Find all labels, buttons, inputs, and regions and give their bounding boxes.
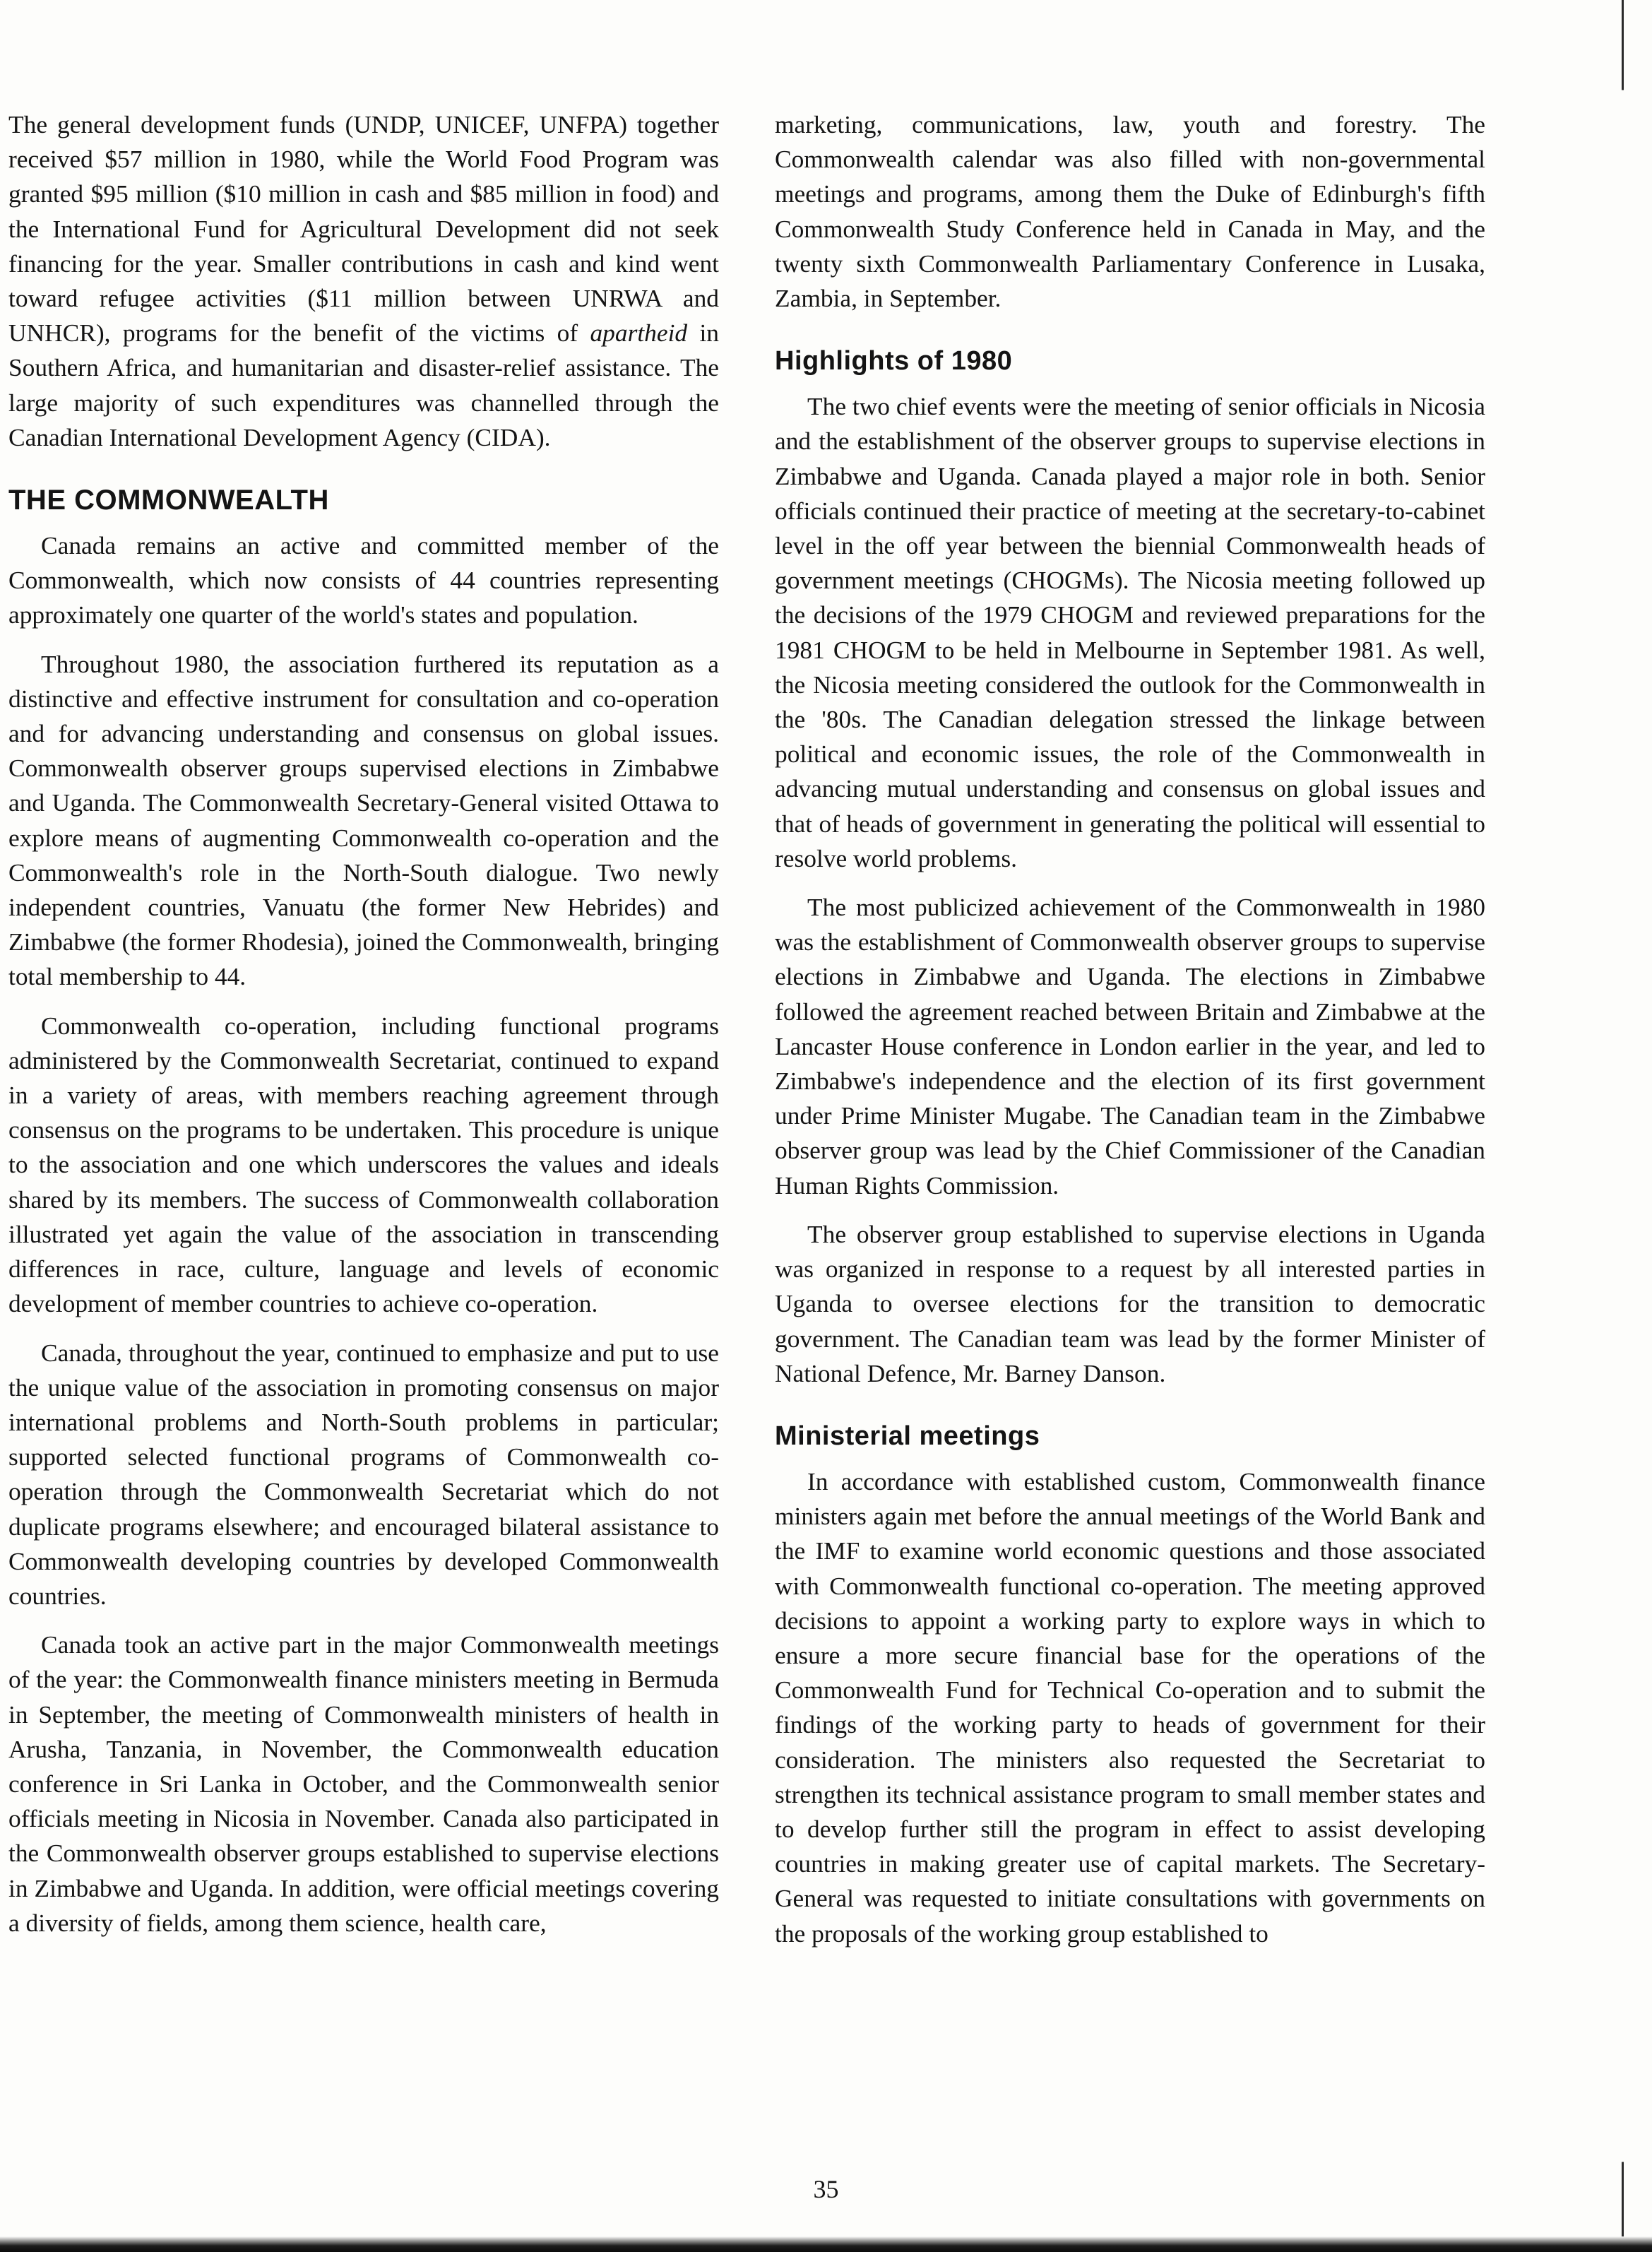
left-column: [8, 107, 719, 1955]
heading-highlights-1980: Highlights of 1980: [775, 346, 1013, 377]
paragraph-canada-emphasize: Canada, throughout the year, continued to emphasize and put to use the unique value of the association in promoting consensus on major international problems and North-South problems in particular; supported selected functional programs of Commonwealth co-operation through the Commonwealth Secretariat which do not duplicate programs elsewhere; and encouraged bilateral assistance to Commonwealth developing countries by developed Commonwealth countries.: [8, 1338, 719, 1610]
paragraph-finance-ministers: In accordance with established custom, Commonwealth finance ministers again met before the annual meetings of the World Bank and the IMF to examine world economic questions and those associated with Commonwealth functional co-operation. The meeting approved decisions to appoint a working party to explore ways in which to ensure a more secure financial base for the operations of the Commonwealth Fund for Technical Co-operation and to submit the findings of the working party to heads of government for their consideration. The ministers also requested the Secretariat to strengthen its technical assistance program to small member states and to develop further still the program in effect to assist developing countries in making greater use of capital markets. The Secretary-General was requested to initiate consultations with governments on the proposals of the working group established to: [775, 1466, 1485, 1948]
paragraph-uganda-observer: The observer group established to supervise elections in Uganda was organized in response to a request by all interested parties in Uganda to oversee elections for the transition to democratic government. The Canadian team was lead by the former Minister of National Defence, Mr. Barney Danson.: [775, 1219, 1485, 1387]
apartheid-italic: apartheid: [590, 319, 688, 348]
paragraph-marketing-continued: marketing, communications, law, youth and forestry. The Commonwealth calendar was also filled with non-governmental meetings and programs, among them the Duke of Edinburgh's fifth Commonwealth Study Conference held in Canada in May, and the twenty sixth Commonwealth Parliamentary Conference in Lusaka, Zambia, in September.: [775, 110, 1485, 313]
paragraph-development-funds: The general development funds (UNDP, UNICEF, UNFPA) together received $57 million in 1980, while the World Food Program was granted $95 million ($10 million in cash and $85 million in food) and the International Fund for Agricultural Development did not seek financing for the year. Smaller contributions in cash and kind went toward refugee activities ($11 million between UNRWA and UNHCR), programs for the benefit of the victims of apartheid in Southern Africa, and humanitarian and disaster-relief assistance. The large majority of such expenditures was channelled through the Canadian International Development Agency (CIDA).: [8, 110, 719, 451]
paragraph-chief-events: The two chief events were the meeting of senior officials in Nicosia and the establishment of the observer groups to supervise elections in Zimbabwe and Uganda. Canada played a major role in both. Senior officials continued their practice of meeting at the secretary-to-cabinet level in the off year between the biennial Commonwealth heads of government meetings (CHOGMs). The Nicosia meeting followed up the decisions of the 1979 CHOGM and reviewed preparations for the 1981 CHOGM to be held in Melbourne in September 1981. As well, the Nicosia meeting considered the outlook for the Commonwealth in the '80s. The Canadian delegation stressed the linkage between political and economic issues, the role of the Commonwealth in advancing mutual understanding and consensus on global issues and that of heads of government in generating the political will essential to resolve world problems.: [775, 392, 1485, 872]
paragraph-throughout-1980: Throughout 1980, the association furthered its reputation as a distinctive and effective instrument for consultation and co-operation and for advancing understanding and consensus on global issues. Commonwealth observer groups supervised elections in Zimbabwe and Uganda. The Commonwealth Secretary-General visited Ottawa to explore means of augmenting Commonwealth co-operation and the Commonwealth's role in the North-South dialogue. Two newly independent countries, Vanuatu (the former New Hebrides) and Zimbabwe (the former Rhodesia), joined the Commonwealth, bringing total membership to 44.: [8, 649, 719, 991]
paragraph-canada-meetings: Canada took an active part in the major Commonwealth meetings of the year: the Commonwealth finance ministers meeting in Bermuda in September, the meeting of Commonwealth ministers of health in Arusha, Tanzania, in November, the Commonwealth education conference in Sri Lanka in October, and the Commonwealth senior officials meeting in Nicosia in November. Canada also participated in the Commonwealth observer groups established to supervise elections in Zimbabwe and Uganda. In addition, were official meetings covering a diversity of fields, among them science, health care,: [8, 1630, 719, 1937]
scan-bottom-edge: [0, 2236, 1652, 2252]
right-column: [775, 107, 1485, 1965]
paragraph-canada-member: Canada remains an active and committed member of the Commonwealth, which now consists of 44 countries representing approximately one quarter of the world's states and population.: [8, 531, 719, 629]
scan-edge-rule: [1622, 0, 1624, 2252]
paragraph-most-publicized: The most publicized achievement of the Commonwealth in 1980 was the establishment of Commonwealth observer groups to supervise elections in Zimbabwe and Uganda. The elections in Zimbabwe followed the agreement reached between Britain and Zimbabwe at the Lancaster House conference in London earlier in the year, and led to Zimbabwe's independence and the election of its first government under Prime Minister Mugabe. The Canadian team in the Zimbabwe observer group was lead by the Chief Commissioner of the Canadian Human Rights Commission.: [775, 893, 1485, 1199]
page-number: 35: [813, 2175, 839, 2203]
heading-the-commonwealth: THE COMMONWEALTH: [8, 485, 329, 516]
heading-ministerial-meetings: Ministerial meetings: [775, 1421, 1040, 1451]
paragraph-cooperation: Commonwealth co-operation, including functional programs administered by the Commonwealth Secretariat, continued to expand in a variety of areas, with members reaching agreement through consensus on the programs to be undertaken. This procedure is unique to the association and one which underscores the values and ideals shared by its members. The success of Commonwealth collaboration illustrated yet again the value of the association in transcending differences in race, culture, language and levels of economic development of member countries to achieve co-operation.: [8, 1011, 719, 1318]
